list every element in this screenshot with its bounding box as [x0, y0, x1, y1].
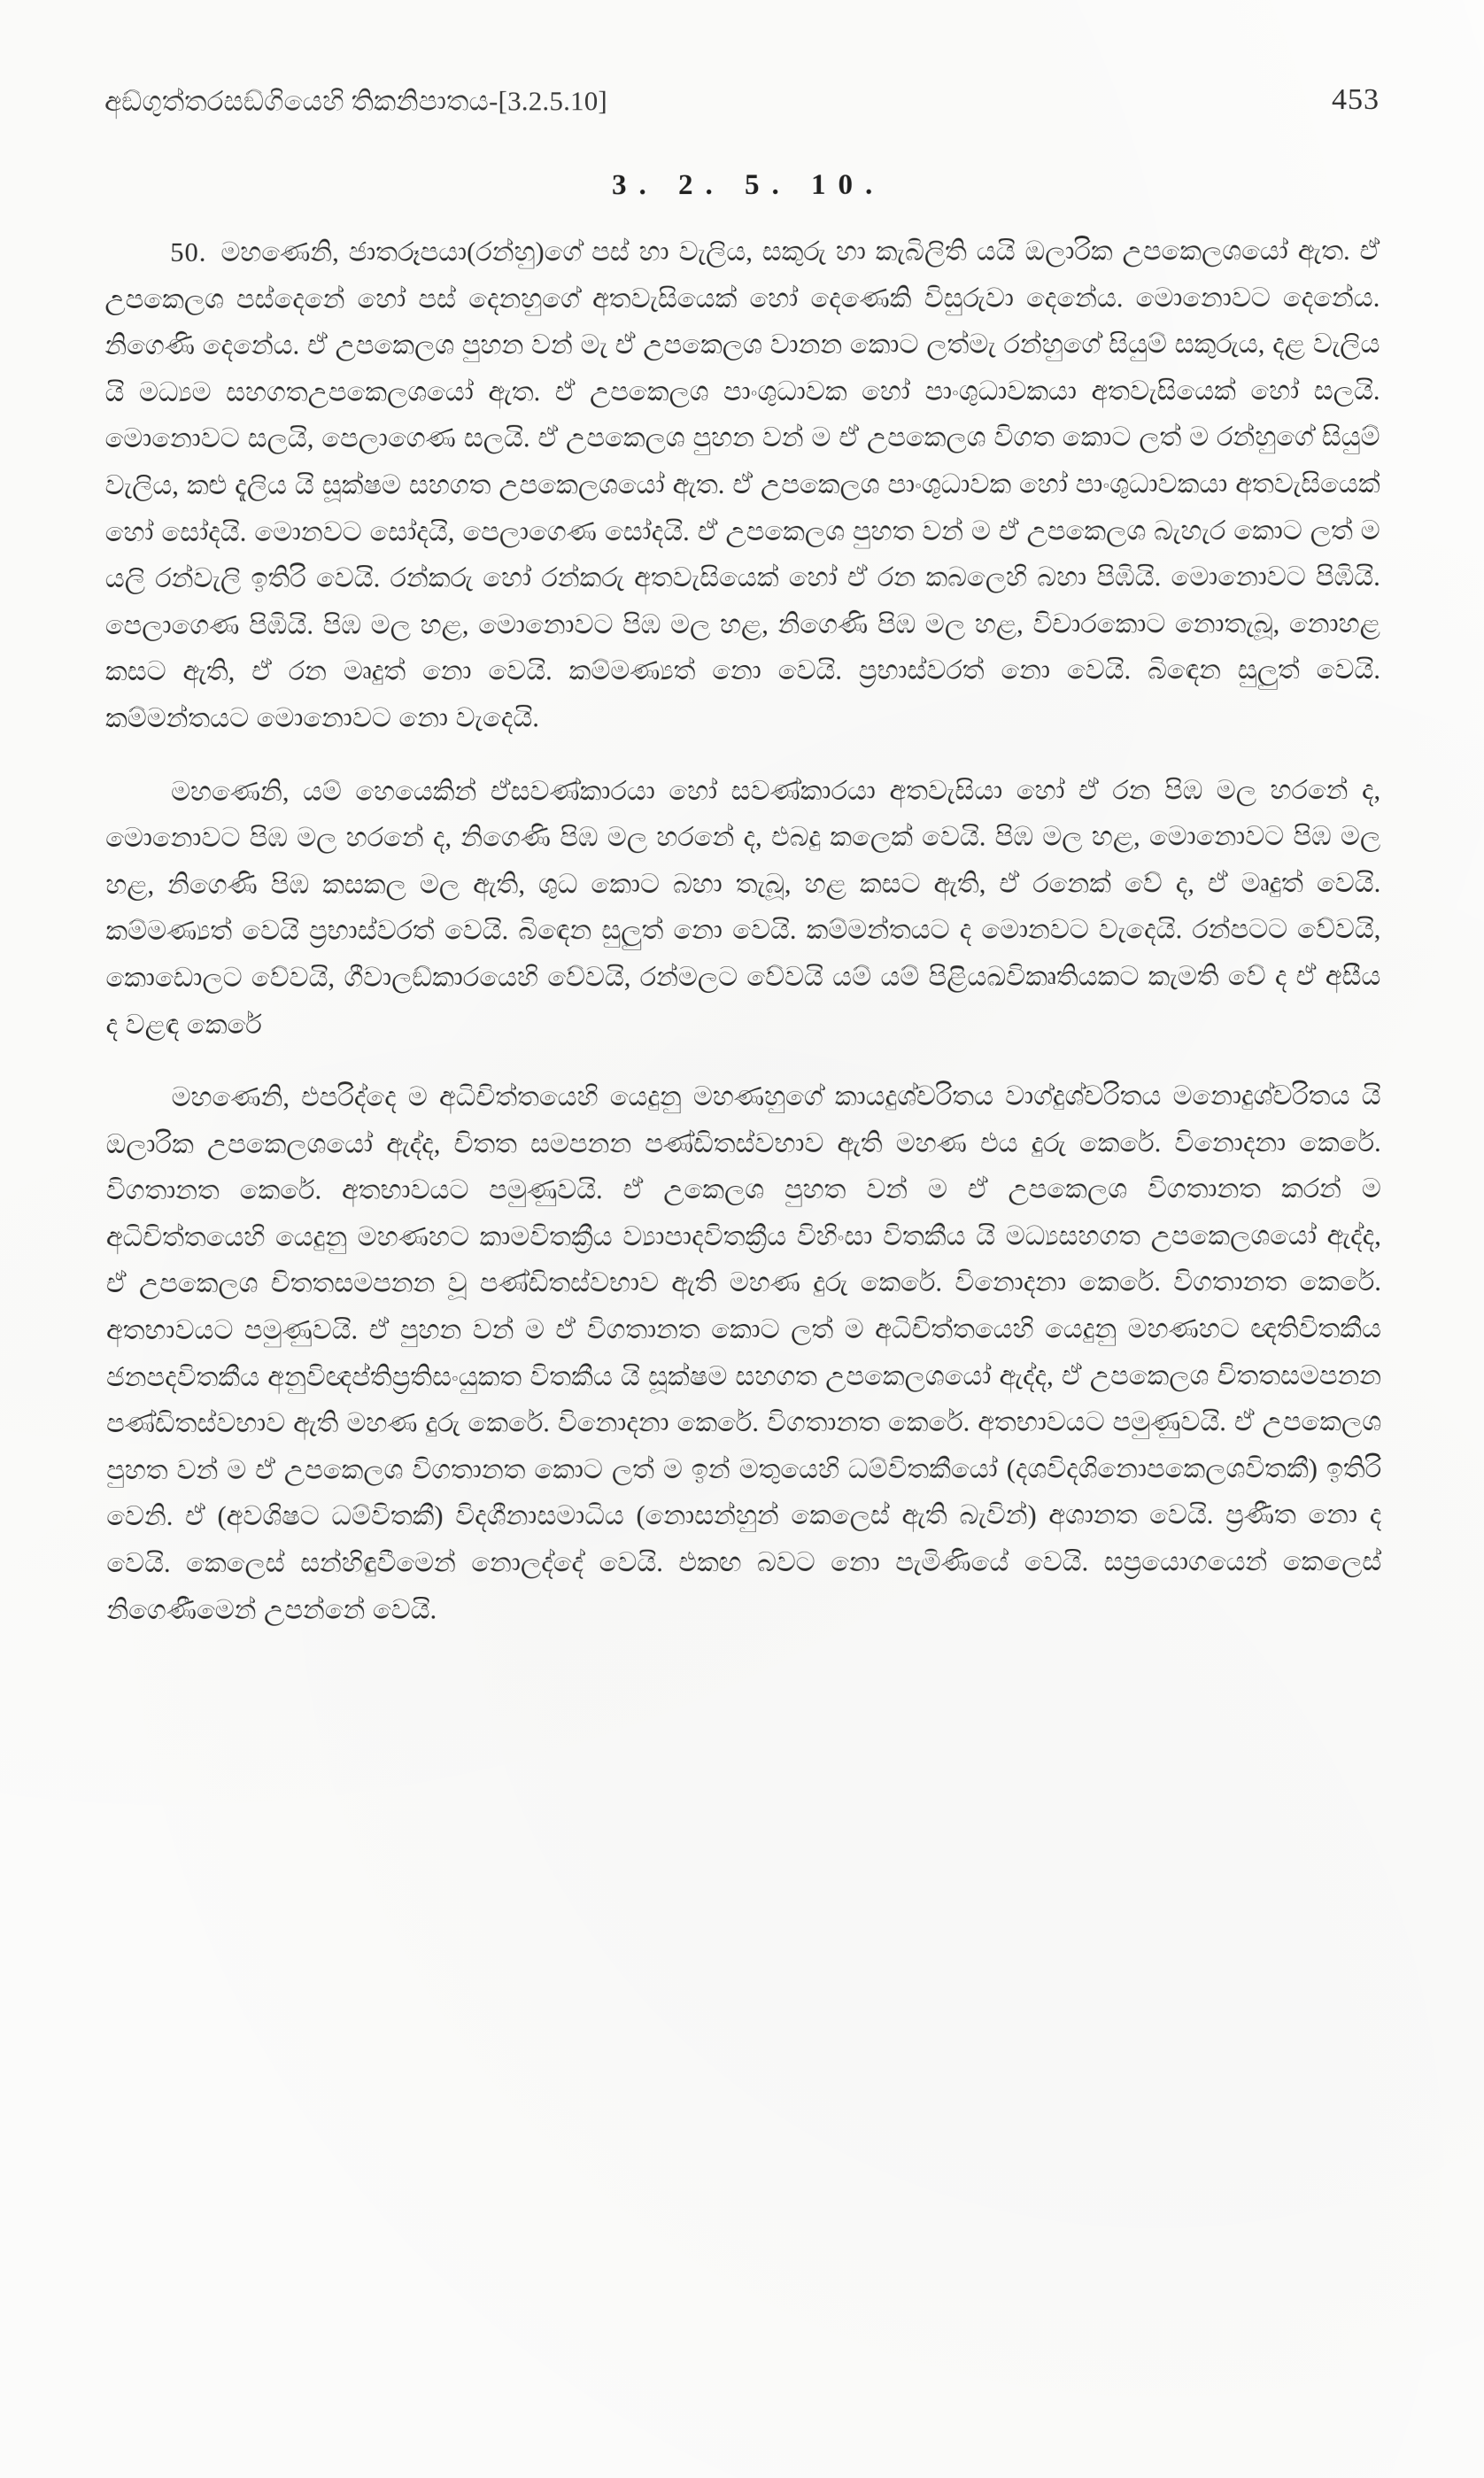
paragraph-number: 50.: [170, 236, 207, 267]
paragraph-text: මහණෙනි, එපරිද්දෙ ම අධිචිත්තයෙහි යෙදුනු මහණහුගේ කායදුශ්චරිතය වාග්දුශ්චරිතය මනොදුශ්චරිතය යි ඔලාරික උපකෙලශයෝ ඇද්ද, චිතත සමපනන පණ්ඩිතස්වභාව ඇති මහණ එය දුරු කෙරේ. විනොදනා කෙරේ. විගතානත කෙරේ. අතභාවයට පමුණුවයි. ඒ උකෙලශ පුහත වන් ම ඒ උපකෙලශ විගතානත කරන් ම අධිචිත්තයෙහි යෙදුනු මහණහට කාමවිතක්‍රීය ව්‍යාපාදවිතක්‍රීය විහිංසා විතකීය යි මධ්‍යසහගත උපකෙලශයෝ ඇද්ද, ඒ උපකෙලශ චිතතසමපනන වූ පණ්ඩිතස්වභාව ඇති මහණ දුරු කෙරේ. විනොදනා කෙරේ. විගතානත කෙරේ. අතභාවයට පමුණුවයි. ඒ පුහන වන් ම ඒ විගතානත කොට ලත් ම අධිචිත්තයෙහි යෙදුනු මහණහට ඥතිවිතකීය ජනපදවිතකීය අනුවිඥප්තිප්‍රතිසංයුකත විතකීය යි සූක්ෂම සහගත උපකෙලශයෝ ඇද්ද, ඒ උපකෙලශ චිතතසමපනන පණ්ඩිතස්වභාව ඇති මහණ දුරු කෙරේ. විනොදනා කෙරේ. විගතානත කෙරේ. අතභාවයට පමුණුවයි. ඒ උපකෙලශ පුහත වන් ම ඒ උපකෙලශ විගතානත කොට ලත් ම ඉන් මතුයෙහි ධම්විතකීයෝ (දශවිදශිනොපකෙලශවිතකී) ඉතිරි වෙනි. ඒ (අවශිෂට ධම්විතකී) විදශීනාසමාධිය (නොසන්හුන් කෙලෙස් ඇති බැවින්) අශානත වෙයි. ප්‍රණීත නො ද වෙයි. කෙලෙස් සන්හිඳුවීමෙන් නොලද්දේ වෙයි. එකඟ බවට නො පැමිණියේ වෙයි. සප්‍රයොගයෙන් කෙලෙස් නිගෙණීමෙන් උපන්නේ වෙයි.: [105, 1080, 1382, 1625]
running-head-title: අඞ්ගුත්තරසඞ්ගියෙහි තිකනිපාතය-[3.2.5.10]: [104, 85, 608, 117]
page-number: 453: [1331, 82, 1380, 117]
paragraph-text: මහණෙනි, යම් හෙයෙකින් ඒසවණ්කාරයා හෝ සවණ්කාරයා අතවැසියා හෝ ඒ රන පිඹ මල හරනේ ද, මොනොවට පිඹ මල හරනේ ද, නිගෙණි පිඹ මල හරනේ ද, එබදු කලෙක් වෙයි. පිඹ මල හළ, මොනොවට පිඹ මල හළ, නිගෙණි පිඹ කසකල මල ඇති, ශුධ කොට බහා තැබූ, හළ කසට ඇති, ඒ රනෙක් වේ ද, ඒ මෘදුත් වෙයි. කම්මණ්‍යත් වෙයි ප්‍රභාස්වරත් වෙයි. බිඳෙන සුලුත් නො වෙයි. කම්මන්තයට ද මොනවට වැදෙයි. රන්පටට වේවයි, කොඩොලට වේවයි, ගීවාලඞ්කාරයෙහි වේවයි, රන්මලට වේවයි යම් යම් පිළියඛවිකෘතියකට කැමති වේ ද ඒ අසීය ද වළඳ කෙරේ: [105, 774, 1381, 1040]
running-head: [104, 83, 1380, 136]
paragraph-text: මහණෙනි, ජාතරූපයා(රන්හු)ගේ පස් හා වැලිය, සකුරු හා කැබිලිති යයි ඔලාරික උපකෙලශයෝ ඇත. ඒ උපකෙලශ පස්දෙනේ හෝ පස් දෙනහුගේ අතවැසියෙක් හෝ දෙණෙකි විසුරුවා දෙනේය. මොනොවට දෙනේය. නිගෙණි දෙනේය. ඒ උපකෙලශ පුහන වන් මැ ඒ උපකෙලශ වානන කොට ලත්මැ රන්හුගේ සියුම් සකුරුය, දළ වැලිය යි මධ්‍යම සහගතඋපකෙලශයෝ ඇත. ඒ උපකෙලශ පාංශුධාවක හෝ පාංශුධාවකයා අතවැසියෙක් හෝ සලයි. මොනොවට සලයි, පෙලාගෙණ සලයි. ඒ උපකෙලශ පුහන වන් ම ඒ උපකෙලශ විගත කොට ලත් ම රන්හුගේ සියුම් වැලිය, කළු දැලිය යි සූක්ෂම සහගත උපකෙලශයෝ ඇත. ඒ උපකෙලශ පාංශුධාවක හෝ පාංශුධාවකයා අතවැසියෙක් හෝ සෝදයි. මොනවට සෝදයි, පෙලාගෙණ සෝදයි. ඒ උපකෙලශ පුහත වන් ම ඒ උපකෙලශ බැහැර කොට ලත් ම යලි රන්වැලි ඉතිරි වෙයි. රන්කරු හෝ රන්කරු අතවැසියෙක් හෝ ඒ රන කබලෙහි බහා පිඹියි. මොනොවට පිඹියි. පෙලාගෙණ පිඹියි. පිඹ මල හළ, මොනොවට පිඹ මල හළ, නිගෙණි පිඹ මල හළ, විචාරකොට නොතැබූ, නොහළ කසට ඇති, ඒ රන මෘදුත් නො වෙයි. කම්මණ්‍යත් නො වෙයි. ප්‍රභාස්වරත් නො වෙයි. බිඳෙන සුලුත් වෙයි. කම්මන්තයට මොනොවට නො වැදෙයි.: [104, 235, 1380, 733]
page-content: [104, 83, 1381, 1633]
paragraph: [105, 767, 1380, 1049]
paragraph: [104, 228, 1380, 742]
paragraph: [106, 1073, 1382, 1633]
body-text: [104, 228, 1381, 1633]
section-heading: 3. 2. 5. 10.: [612, 168, 885, 202]
